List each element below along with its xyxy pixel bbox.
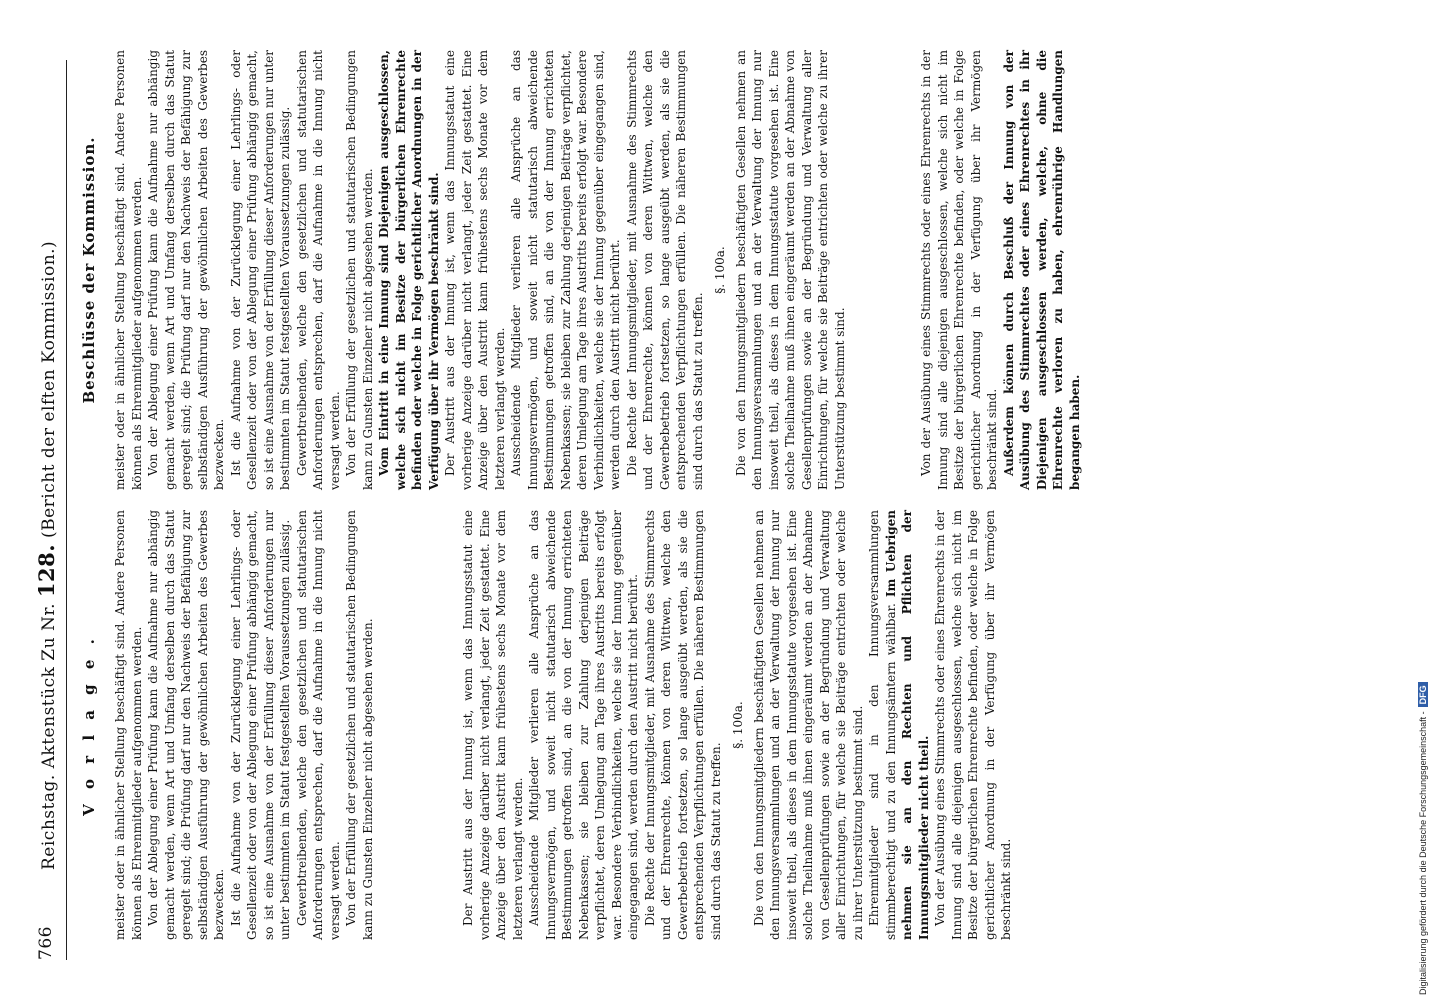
credit-text: Digitalisierung gefördert durch die Deutsche Forschungsgemeinschaft -: [1418, 711, 1428, 995]
beschluss-paragraph: Von der Ablegung einer Prüfung kann die Aufnahme nur abhängig gemacht werden, wenn Art und Umfang derselben durch das Statut geregelt sind; die Prüfung darf nur den Nachweis der Befähigung zur selbständigen Ausführung der gewöhnlichen Arbeiten des Gewerbes bezwecken.: [146, 50, 226, 490]
beschluss-paragraph-bold: [376, 50, 442, 490]
beschluss-paragraph: Gewerbtreibenden, welche den gesetzlichen und statutarischen Anforderungen entsprechen, darf die Aufnahme in die Innung nicht versagt werden.: [294, 50, 342, 490]
vorlage-paragraph: Von der Ausübung eines Stimmrechts oder eines Ehrenrechts in der Innung sind alle diejenigen ausgeschlossen, welche sich nicht im Besitze der bürgerlichen Ehrenrechte befinden, oder welche in Folge gerichtlicher Anordnung in der Verfügung über ihr Vermögen beschränkt sind.: [933, 510, 1013, 940]
title-number: 128.: [34, 543, 59, 598]
vorlage-paragraph: Von der Ablegung einer Prüfung kann die Aufnahme nur abhängig gemacht werden, wenn Art und Umfang derselben durch das Statut geregelt sind; die Prüfung darf nur den Nachweis der Befähigung zur selbständigen Ausführung der gewöhnlichen Arbeiten des Gewerbes bezwecken.: [146, 510, 226, 940]
beschluss-paragraph-bold: [1001, 50, 1084, 490]
vorlage-paragraph-spaced: [866, 510, 932, 940]
dfg-logo: DFG: [1418, 682, 1428, 707]
beschluss-paragraph: meister oder in ähnlicher Stellung beschäftigt sind. Andere Personen können als Ehrenmitglieder aufgenommen werden.: [113, 50, 144, 490]
beschluss-bold-text: Außerdem können durch Beschluß der Innung von der Ausübung des Stimmrechtes oder eines Ehrenrechtes in ihr Diejenigen ausgeschlossen werden, welche, ohne die Ehrenrechte verloren zu haben, ehrenrührige Handlungen begangen haben.: [1001, 50, 1082, 490]
vorlage-column: [112, 510, 1015, 940]
vorlage-paragraph: meister oder in ähnlicher Stellung beschäftigt sind. Andere Personen können als Ehrenmitglieder aufgenommen werden.: [113, 510, 144, 940]
section-heading: §. 100a.: [713, 246, 727, 294]
vorlage-paragraph: Von der Erfüllung der gesetzlichen und statutarischen Bedingungen kann zu Gunsten Einzelner nicht abgesehen werden.: [344, 510, 375, 940]
beschluss-paragraph: Ausscheidende Mitglieder verlieren alle Ansprüche an das Innungsvermögen, und soweit nicht statutarisch abweichende Bestimmungen getroffen sind, an die von der Innung errichteten Nebenkassen; sie bleiben zur Zahlung derjenigen Beiträge verpflichtet, deren Umlegung am Tage ihres Austritts bereits erfolgt war. Besondere Verbindlichkeiten, welche sie der Innung gegenüber eingegangen sind, werden durch den Austritt nicht berührt.: [509, 50, 622, 490]
section-heading: §. 100a.: [731, 701, 745, 749]
vorlage-p10b: Im Uebrigen nehmen sie an den Rechten und Pflichten der Innungsmitglieder nicht theil.: [883, 510, 931, 940]
digitization-credit: [1418, 0, 1432, 1000]
vorlage-paragraph: Gewerbtreibenden, welche den gesetzlichen und statutarischen Anforderungen entsprechen, darf die Aufnahme in die Innung nicht versagt werden.: [294, 510, 342, 940]
title-suffix: (Bericht der elften Kommission.): [39, 240, 59, 539]
vorlage-p10a: Ehrenmitglieder sind in den Innungsversammlungen stimmberechtigt und zu den Innungsämtern wählbar.: [867, 510, 898, 940]
beschluss-heading: Beschlüsse der Kommission.: [80, 136, 98, 404]
beschluss-paragraph: Der Austritt aus der Innung ist, wenn das Innungsstatut eine vorherige Anzeige darüber nicht verlangt, jeder Zeit gestattet. Eine Anzeige über den Austritt kann frühestens sechs Monate vor dem letzteren verlangt werden.: [443, 50, 507, 490]
page-number: 766: [36, 926, 56, 960]
title-prefix: Reichstag. Aktenstück Zu Nr.: [39, 603, 59, 870]
beschluss-column: [112, 50, 1083, 490]
beschluss-paragraph: Von der Ausübung eines Stimmrechts oder eines Ehrenrechts in der Innung sind alle diejenigen ausgeschlossen, welche sich nicht im Besitze der bürgerlichen Ehrenrechte befinden, oder welche in Folge gerichtlicher Anordnung in der Verfügung über ihr Vermögen beschränkt sind.: [919, 50, 999, 490]
beschluss-paragraph: Die Rechte der Innungsmitglieder, mit Ausnahme des Stimmrechts und der Ehrenrechte, können von deren Wittwen, welche den Gewerbebetrieb fortsetzen, so lange ausgeübt werden, als sie die entsprechenden Verpflichtungen erfüllen. Die näheren Bestimmungen sind durch das Statut zu treffen.: [624, 50, 705, 490]
vorlage-paragraph: Die von den Innungsmitgliedern beschäftigten Gesellen nehmen an den Innungsversammlungen und an der Verwaltung der Innung nur insoweit theil, als dieses in dem Innungsstatute vorgesehen ist. Eine solche Theilnahme muß ihnen eingeräumt werden an der Abnahme von Gesellenprüfungen sowie an der Begründung und Verwaltung aller Einrichtungen, für welche sie Beiträge entrichten oder welche zu ihrer Unterstützung bestimmt sind.: [751, 510, 865, 940]
beschluss-bold-text: Vom Eintritt in eine Innung sind Diejenigen ausgeschlossen, welche sich nicht im Besitze der bürgerlichen Ehrenrechte befinden oder welche in Folge gerichtlicher Anordnungen in der Verfügung über ihr Vermögen beschränkt sind.: [377, 50, 441, 490]
beschluss-paragraph: Ist die Aufnahme von der Zurücklegung einer Lehrlings- oder Gesellenzeit oder von der Ablegung einer Prüfung abhängig gemacht, so ist eine Ausnahme von der Erfüllung dieser Anforderungen nur unter bestimmten im Statut festgestellten Voraussetzungen zulässig.: [228, 50, 292, 490]
beschluss-paragraph: Die von den Innungsmitgliedern beschäftigten Gesellen nehmen an den Innungsversammlungen und an der Verwaltung der Innung nur insoweit theil, als dieses in dem Innungsstatute vorgesehen ist. Eine solche Theilnahme muß ihnen eingeräumt werden an der Abnahme von Gesellenprüfungen sowie an der Begründung und Verwaltung aller Einrichtungen, für welche sie Beiträge entrichten oder welche zu ihrer Unterstützung bestimmt sind.: [733, 50, 847, 490]
page-title: [34, 241, 59, 870]
page-header: [30, 60, 67, 960]
vorlage-heading: V o r l a g e .: [80, 634, 98, 816]
vorlage-paragraph: Ist die Aufnahme von der Zurücklegung einer Lehrlings- oder Gesellenzeit oder von der Ablegung einer Prüfung abhängig gemacht, so ist eine Ausnahme von der Erfüllung dieser Anforderungen nur unter bestimmten im Statut festgestellten Voraussetzungen zulässig.: [228, 510, 292, 940]
beschluss-paragraph: Von der Erfüllung der gesetzlichen und statutarischen Bedingungen kann zu Gunsten Einzelner nicht abgesehen werden.: [344, 50, 375, 490]
vorlage-paragraph: Ausscheidende Mitglieder verlieren alle Ansprüche an das Innungsvermögen, und soweit nicht statutarisch abweichende Bestimmungen getroffen sind, an die von der Innung errichteten Nebenkassen; sie bleiben zur Zahlung derjenigen Beiträge verpflichtet, deren Umlegung am Tage ihres Austritts bereits erfolgt war. Besondere Verbindlichkeiten, welche sie der Innung gegenüber eingegangen sind, werden durch den Austritt nicht berührt.: [527, 510, 640, 940]
vorlage-paragraph: Die Rechte der Innungsmitglieder, mit Ausnahme des Stimmrechts und der Ehrenrechte, können von deren Wittwen, welche den Gewerbebetrieb fortsetzen, so lange ausgeübt werden, als sie die entsprechenden Verpflichtungen erfüllen. Die näheren Bestimmungen sind durch das Statut zu treffen.: [642, 510, 723, 940]
vorlage-paragraph: Der Austritt aus der Innung ist, wenn das Innungsstatut eine vorherige Anzeige darüber nicht verlangt, jeder Zeit gestattet. Eine Anzeige über den Austritt kann frühestens sechs Monate vor dem letzteren verlangt werden.: [461, 510, 525, 940]
